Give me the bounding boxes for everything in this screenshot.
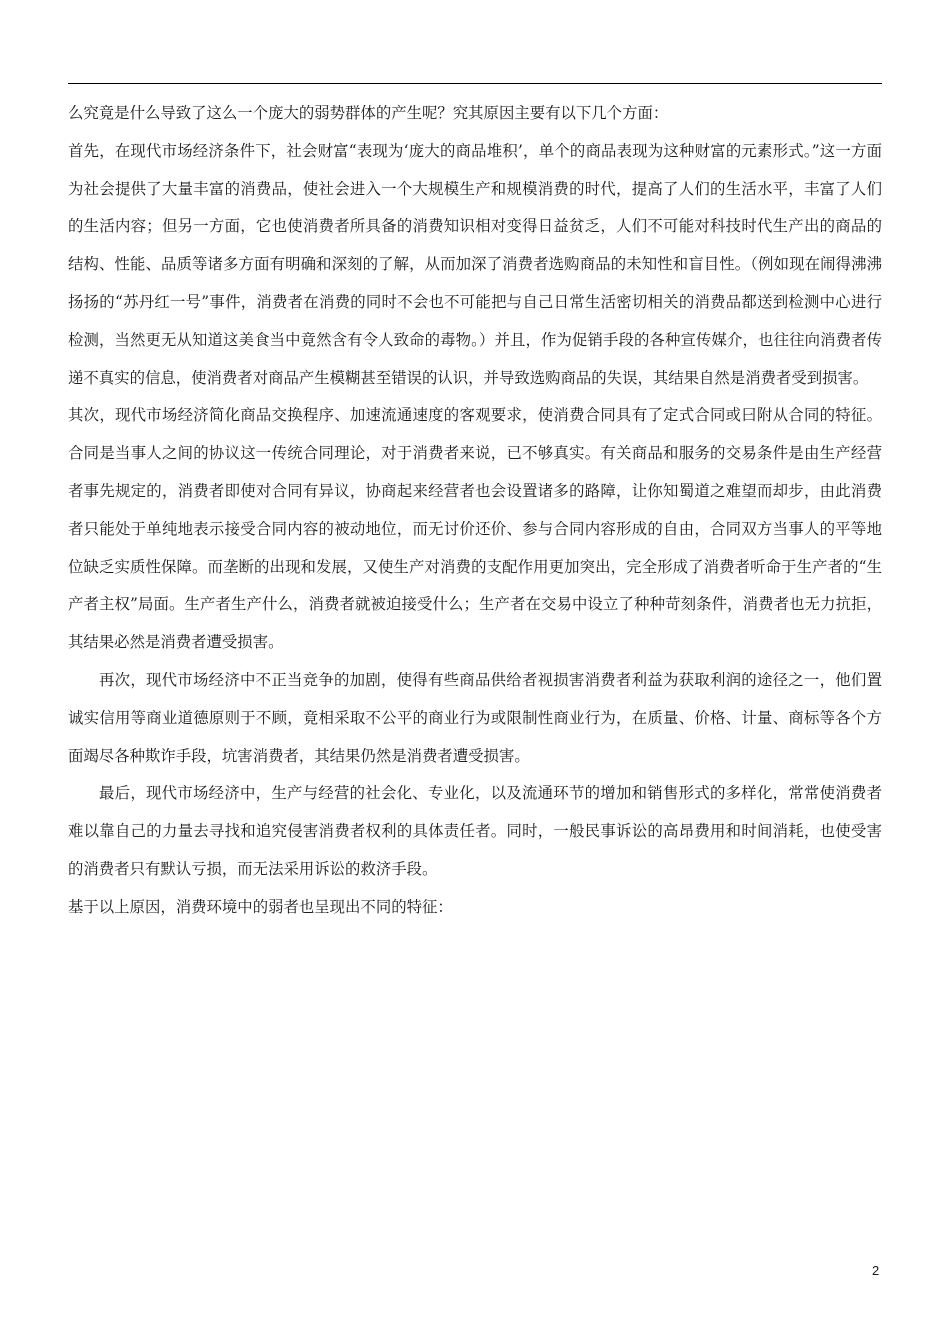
header-rule [68, 83, 882, 84]
paragraph-third-reason: 再次，现代市场经济中不正当竞争的加剧，使得有些商品供给者视损害消费者利益为获取利润的途径之一，他们置诚实信用等商业道德原则于不顾，竟相采取不公平的商业行为或限制性商业行为，在质量、价格、计量、商标等各个方面竭尽各种欺诈手段，坑害消费者，其结果仍然是消费者遭受损害。 [68, 670, 882, 765]
document-body [68, 95, 882, 927]
paragraph-intro: 么究竟是什么导致了这么一个庞大的弱势群体的产生呢？究其原因主要有以下几个方面： [68, 104, 669, 122]
paragraph-first-reason: 首先，在现代市场经济条件下，社会财富“表现为‘庞大的商品堆积’，单个的商品表现为这种财富的元素形式。”这一方面为社会提供了大量丰富的消费品，使社会进入一个大规模生产和规模消费的时代，提高了人们的生活水平，丰富了人们的生活内容；但另一方面，它也使消费者所具备的消费知识相对变得日益贫乏，人们不可能对科技时代生产出的商品的结构、性能、品质等诸多方面有明确和深刻的了解，从而加深了消费者选购商品的未知性和盲目性。（例如现在闹得沸沸扬扬的“苏丹红一号”事件，消费者在消费的同时不会也不可能把与自己日常生活密切相关的消费品都送到检测中心进行检测，当然更无从知道这美食当中竟然含有令人致命的毒物。）并且，作为促销手段的各种宣传媒介，也往往向消费者传递不真实的信息，使消费者对商品产生模糊甚至错误的认识，并导致选购商品的失误，其结果自然是消费者受到损害。 [68, 141, 882, 387]
paragraph-second-reason: 其次，现代市场经济简化商品交换程序、加速流通速度的客观要求，使消费合同具有了定式合同或曰附从合同的特征。合同是当事人之间的协议这一传统合同理论，对于消费者来说，已不够真实。有关商品和服务的交易条件是由生产经营者事先规定的，消费者即使对合同有异议，协商起来经营者也会设置诸多的路障，让你知蜀道之难望而却步，由此消费者只能处于单纯地表示接受合同内容的被动地位，而无讨价还价、参与合同内容形成的自由，合同双方当事人的平等地位缺乏实质性保障。而垄断的出现和发展，又使生产对消费的支配作用更加突出，完全形成了消费者听命于生产者的“生产者主权”局面。生产者生产什么，消费者就被迫接受什么；生产者在交易中设立了种种苛刻条件，消费者也无力抗拒，其结果必然是消费者遭受损害。 [68, 406, 882, 652]
paragraph-conclusion: 基于以上原因，消费环境中的弱者也呈现出不同的特征： [68, 897, 453, 916]
paragraph-fourth-reason: 最后，现代市场经济中，生产与经营的社会化、专业化，以及流通环节的增加和销售形式的多样化，常常使消费者难以靠自己的力量去寻找和追究侵害消费者权利的具体责任者。同时，一般民事诉讼的高昂费用和时间消耗，也使受害的消费者只有默认亏损，而无法采用诉讼的救济手段。 [68, 784, 882, 878]
page-number: 2 [872, 1263, 880, 1278]
